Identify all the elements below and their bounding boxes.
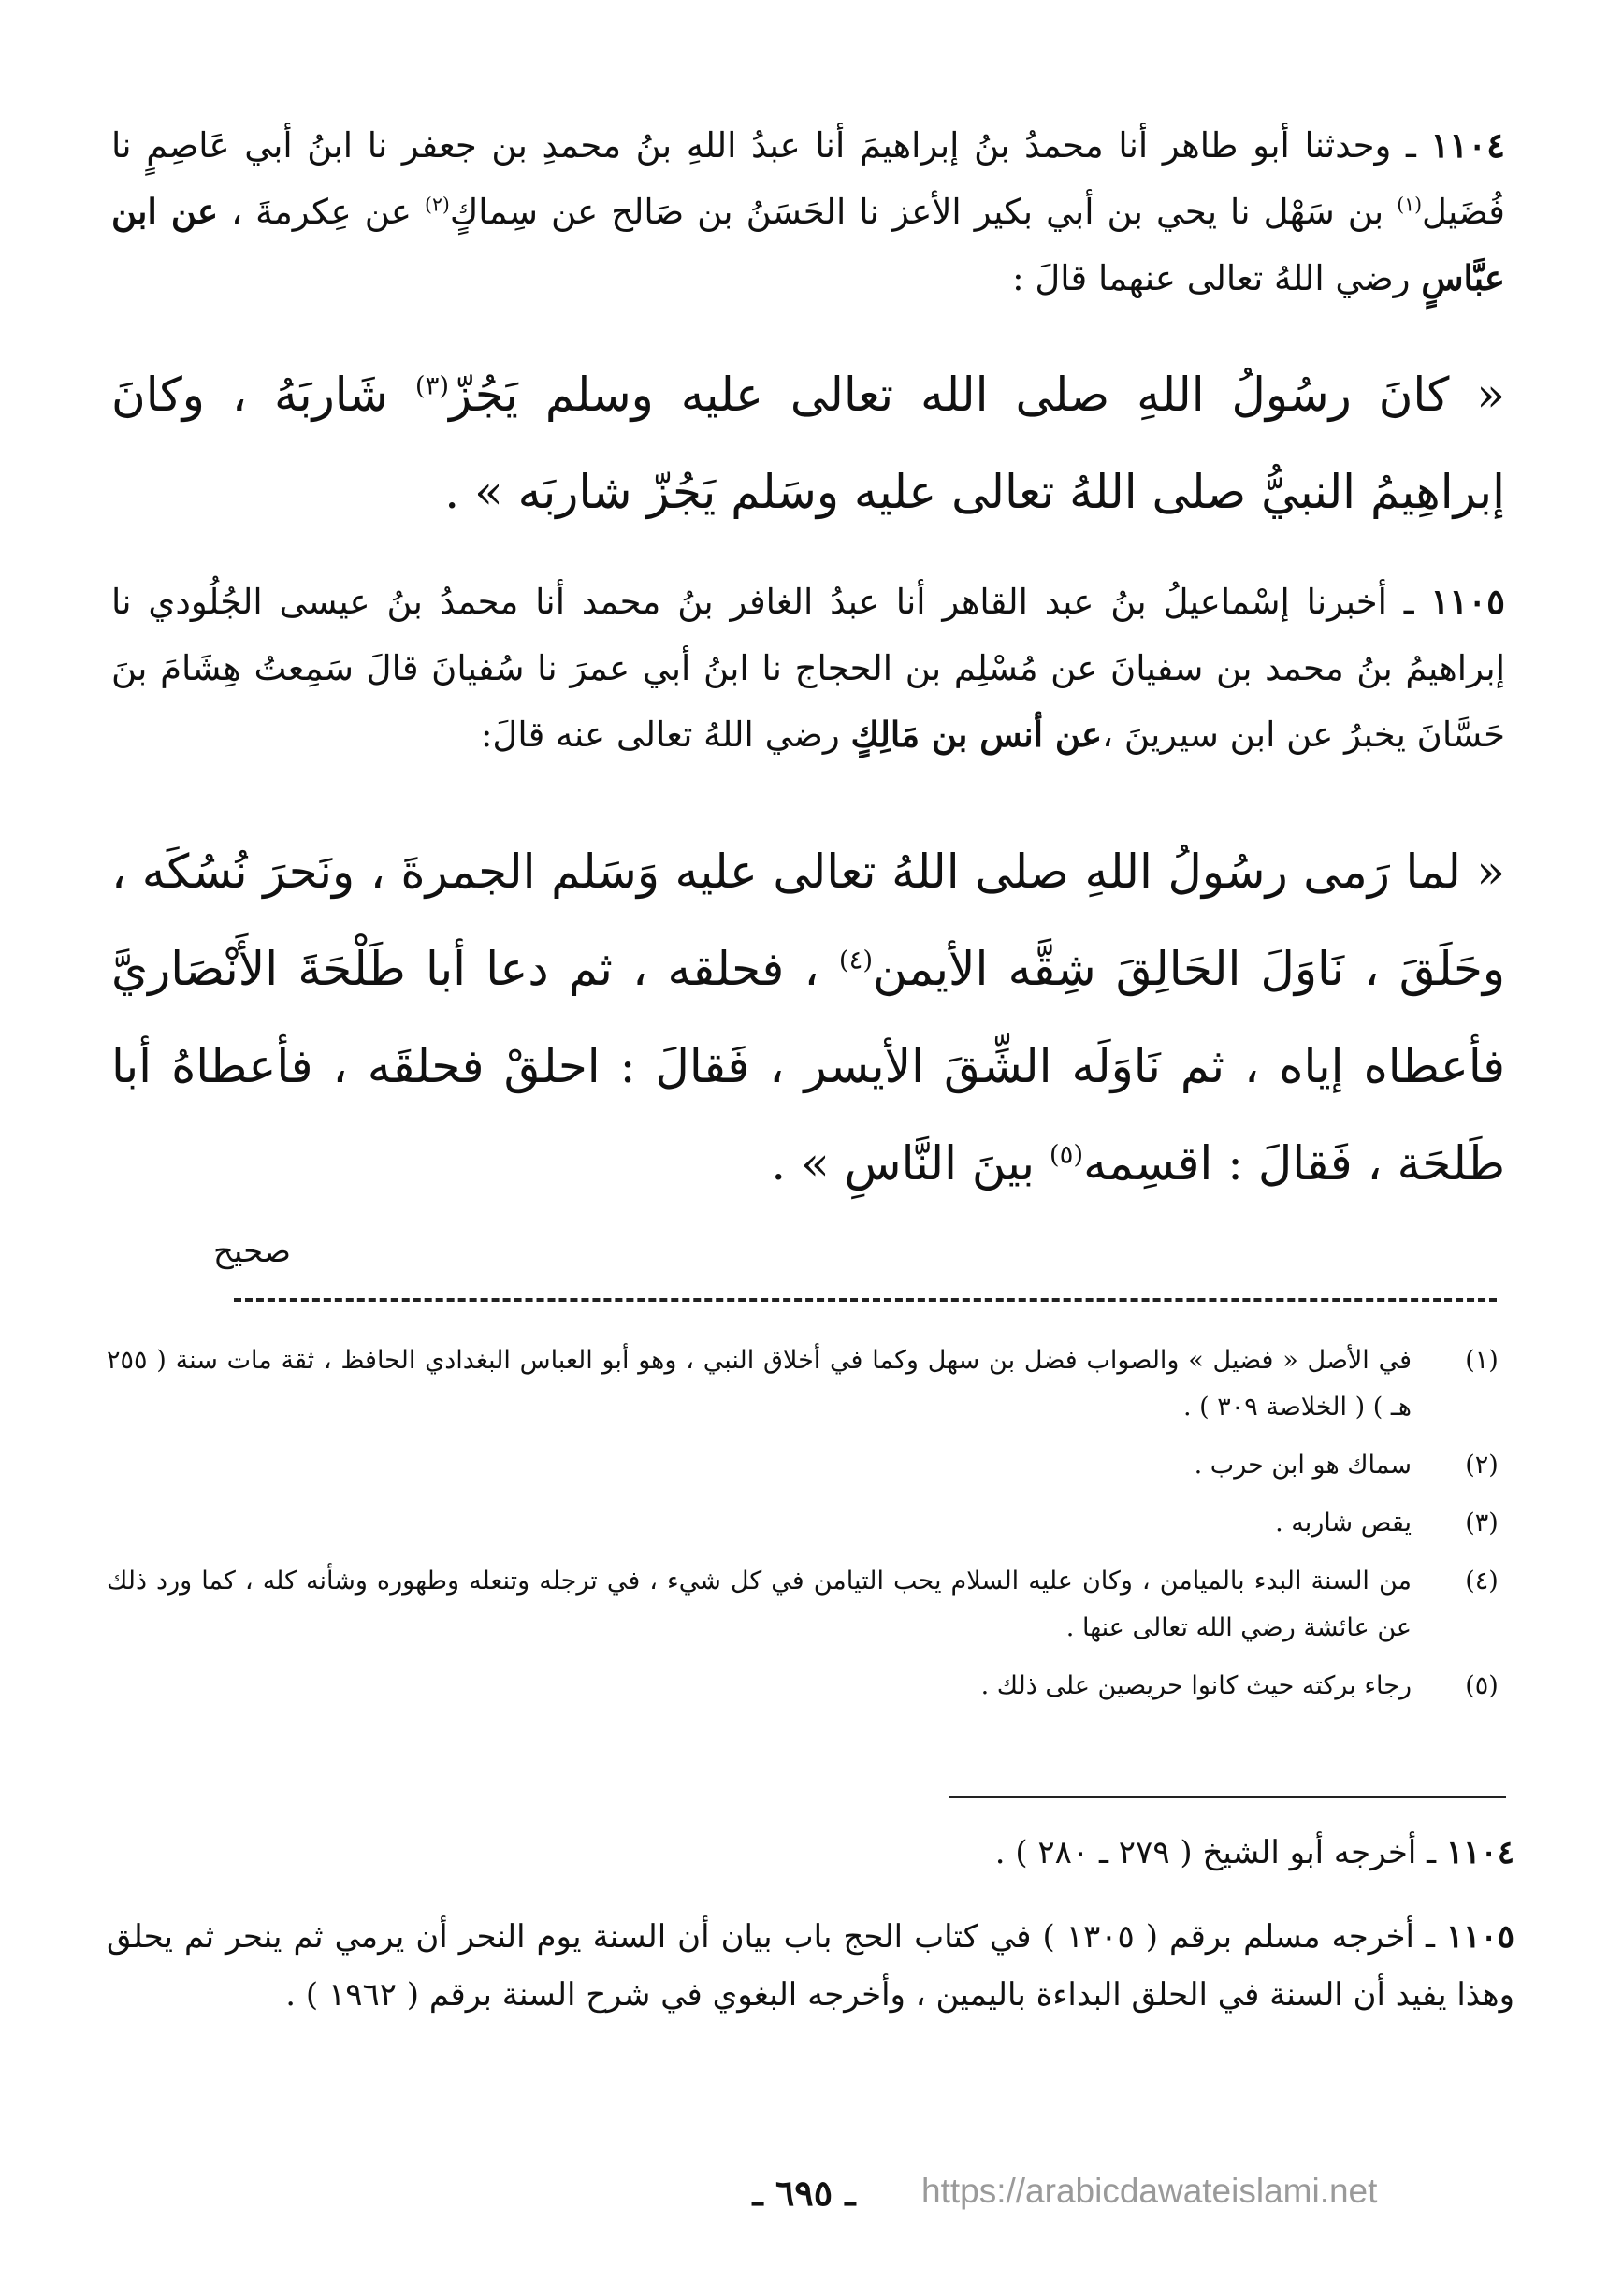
companion-name: عن أنس بن مَالِكٍ — [850, 714, 1103, 755]
hadith-1105-isnad — [111, 569, 1505, 768]
footnote — [107, 1500, 1514, 1547]
footnote-number: (٤) — [1465, 1567, 1499, 1596]
takhrij-text: ـ أخرجه مسلم برقم ( ١٣٠٥ ) في كتاب الحج باب بيان أن السنة يوم النحر أن يرمي ثم ينحر ثم يحلق وهذا يفيد أن السنة في الحلق البداءة باليمين ، وأخرجه البغوي في شرح السنة برقم ( ١٩٦٢ ) . — [107, 1918, 1514, 2014]
isnad-text: رضي اللهُ تعالى عنه قالَ: — [480, 715, 851, 755]
footnote-separator — [234, 1298, 1497, 1302]
hadith-grade: صحيح — [212, 1233, 291, 1270]
footnote-number: (٢) — [1465, 1451, 1499, 1480]
footnote-ref: (٢) — [425, 193, 450, 216]
isnad-text: عن عِكرمةَ ، — [218, 192, 425, 232]
footnote — [107, 1663, 1514, 1710]
footnote-text: سماك هو ابن حرب . — [1194, 1451, 1412, 1480]
watermark: https://arabicdawateislami.net — [921, 2172, 1378, 2210]
takhrij-1105 — [107, 1908, 1514, 2024]
page-number: ـ ٦٩٥ ـ — [752, 2172, 856, 2214]
footnote-ref: (٤) — [838, 945, 874, 975]
hadith-1105-matn — [111, 823, 1505, 1212]
footnote-number: (١) — [1465, 1346, 1499, 1375]
footnote-text: في الأصل « فضيل » والصواب فضل بن سهل وكما في أخلاق النبي ، وهو أبو العباس البغدادي الحافظ ، ثقة مات سنة ( ٢٥٥ هـ ) ( الخلاصة ٣٠٩ ) . — [107, 1346, 1412, 1422]
takhrij-number: ١١٠٤ — [1445, 1834, 1514, 1871]
takhrij-text: ـ أخرجه أبو الشيخ ( ٢٧٩ ـ ٢٨٠ ) . — [994, 1834, 1446, 1871]
takhrij-separator — [949, 1796, 1506, 1798]
footnote-ref: (١) — [1397, 193, 1423, 216]
matn-text: شَاربَهُ ، وكانَ إبراهِيمُ النبيُّ صلى اللهُ تعالى عليه وسَلم يَجُزّ شاربَه » . — [111, 368, 1505, 519]
footnote-text: رجاء بركته حيث كانوا حريصين على ذلك . — [980, 1671, 1412, 1700]
footnote-text: يقص شاربه . — [1275, 1509, 1412, 1538]
companion-name: عن ابن عبَّاسٍ — [111, 191, 1505, 298]
isnad-text: ـ أخبرنا إسْماعيلُ بنُ عبد القاهر أنا عبدُ الغافر بنُ محمد أنا محمدُ بنُ عيسى الجُلُودي نا إبراهيمُ بنُ محمد بن سفيانَ عن مُسْلِم بن الحجاج نا ابنُ أبي عمرَ نا سُفيانَ قالَ سَمِعتُ هِشَامَ بنَ حَسَّانَ يخبرُ عن ابن سيرينَ ، — [111, 582, 1505, 755]
takhrij-1104 — [107, 1824, 1514, 1882]
footnote-number: (٥) — [1465, 1671, 1499, 1700]
takhrij-number: ١١٠٥ — [1445, 1918, 1514, 1956]
hadith-1104-matn — [111, 346, 1505, 541]
isnad-text: ـ وحدثنا أبو طاهر أنا محمدُ بنُ إبراهيمَ أنا عبدُ اللهِ بنُ محمدِ بن جعفر نا ابنُ أبي عَاصِمٍ نا فُضَيل — [111, 125, 1505, 232]
matn-text: بينَ النَّاسِ » . — [771, 1136, 1050, 1191]
matn-text: « كانَ رسُولُ اللهِ صلى الله تعالى عليه وسلم يَجُزّ — [449, 368, 1505, 422]
hadith-number: ١١٠٥ — [1430, 581, 1505, 622]
footnote-text: من السنة البدء بالميامن ، وكان عليه السلام يحب التيامن في كل شيء ، في ترجله وتنعله وطهوره وشأنه كله ، كما ورد ذلك عن عائشة رضي الله تعالى عنها . — [107, 1567, 1412, 1642]
footnote — [107, 1558, 1514, 1652]
hadith-number: ١١٠٤ — [1430, 124, 1505, 166]
footnote — [107, 1337, 1514, 1431]
footnote — [107, 1442, 1514, 1489]
isnad-text: رضي اللهُ تعالى عنهما قالَ : — [1012, 258, 1422, 298]
matn-text: « لما رَمى رسُولُ اللهِ صلى اللهُ تعالى عليه وَسَلم الجمرةَ ، ونَحرَ نُسُكَه ، وحَلَقَ ، نَاوَلَ الحَالِقَ شِقَّه الأيمن — [111, 845, 1506, 996]
footnotes — [107, 1337, 1514, 1721]
hadith-1104-isnad — [111, 112, 1505, 311]
matn-text: ، فحلقه ، ثم دعا أبا طَلْحَةَ الأَنْصَاريَّ فأعطاه إياه ، ثم نَاوَلَه الشِّقَ الأيسر ، فَقالَ : احلقْ فحلقَه ، فأعطاهُ أبا طَلحَة ، فَقالَ : اقسِمه — [111, 942, 1505, 1191]
footnote-number: (٣) — [1465, 1509, 1499, 1538]
footnote-ref: (٥) — [1049, 1139, 1084, 1170]
isnad-text: بن سَهْل نا يحي بن أبي بكير الأعز نا الحَسَنُ بن صَالح عن سِماكٍ — [449, 192, 1398, 232]
footnote-ref: (٣) — [414, 370, 450, 401]
